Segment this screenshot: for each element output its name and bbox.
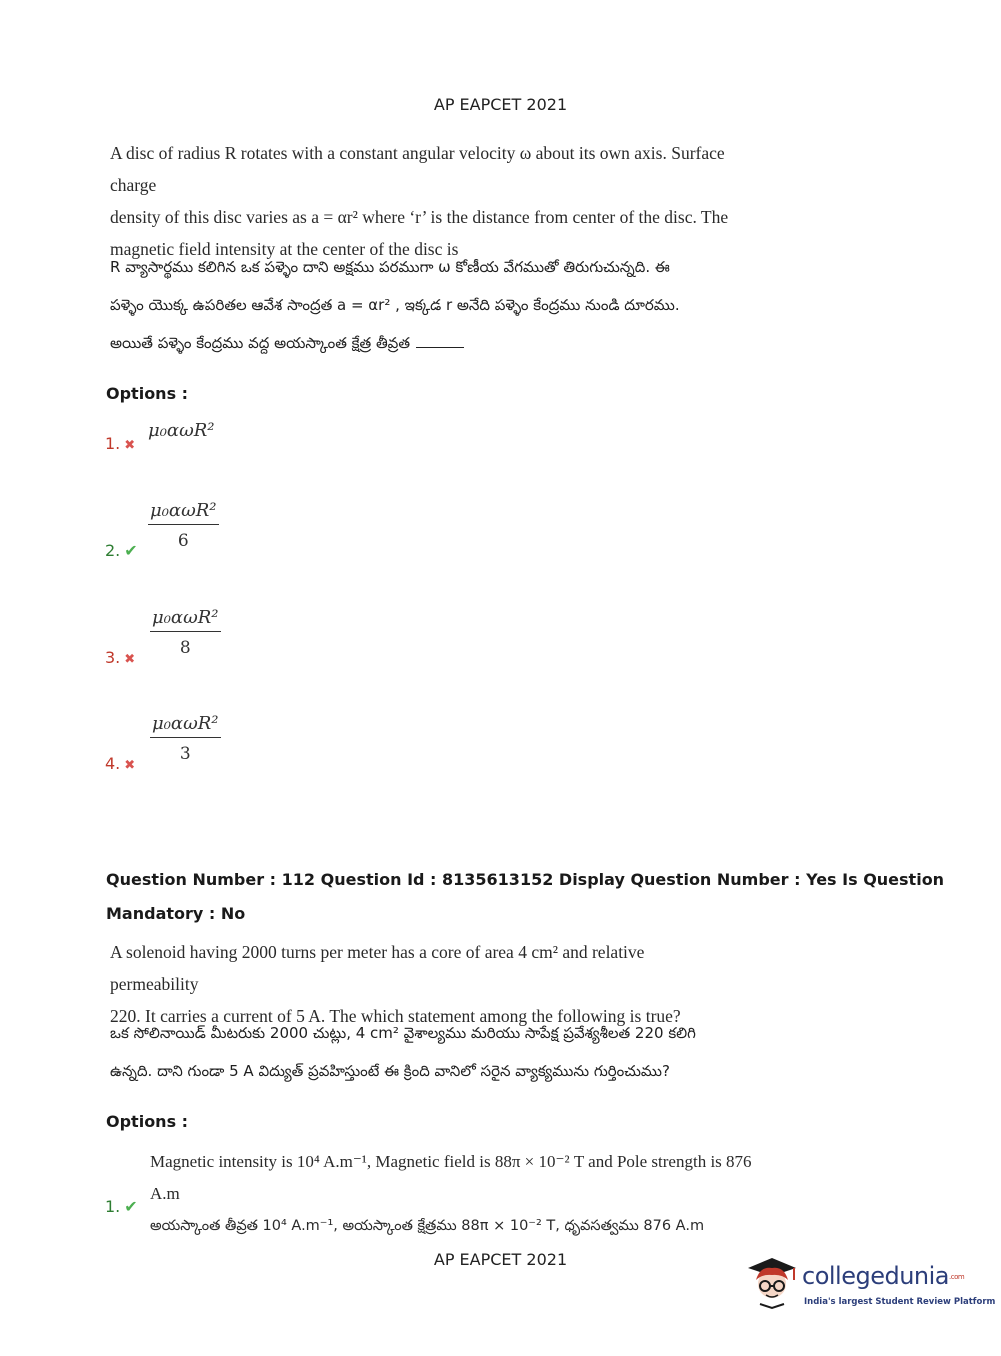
option-number: 1. [105,434,121,453]
option-number: 1. [105,1197,121,1216]
fraction-denominator: 3 [179,744,191,764]
fraction-numerator: μ₀αωR² [148,500,219,525]
page-header: AP EAPCET 2021 [433,95,568,114]
option-english: Magnetic intensity is 10⁴ A.m⁻¹, Magnetic field is 88π × 10⁻² T and Pole strength is 876 A.m [150,1152,752,1203]
option-telugu: అయస్కాంత తీవ్రత 10⁴ A.m⁻¹, అయస్కాంత క్షేత్రము 88π × 10⁻² T, ధృవసత్వము 876 A.m [150,1218,705,1234]
text-line: A disc of radius R rotates with a constant angular velocity ω about its own axis. Surface charge [110,143,725,195]
q111-english-text [110,137,750,265]
collegedunia-mascot-icon [742,1252,800,1310]
text-line: 220. It carries a current of 5 A. The which statement among the following is true? [110,1006,681,1026]
text-line: ఒక సోలినాయిడ్ మీటరుకు 2000 చుట్లు, 4 cm² వైశాల్యము మరియు సాపేక్ష ప్రవేశ్యశీలత 220 కలిగి [110,1024,696,1042]
text-line: A solenoid having 2000 turns per meter has a core of area 4 cm² and relative permeability [110,942,645,994]
text-line: density of this disc varies as a = αr² where ‘r’ is the distance from center of the disc. The [110,207,729,227]
brand-suffix: .com [949,1273,965,1281]
option-3-fraction [150,607,221,658]
option-4-number [105,754,135,774]
text-line-content: అయితే పళ్ళెం కేంద్రము వద్ద అయస్కాంత క్షేత్ర తీవ్రత [110,334,411,352]
brand-tagline: India's largest Student Review Platform [804,1297,996,1307]
options-label: Options : [106,384,189,403]
q112-option-1-number [105,1197,138,1217]
q111-telugu-text [110,248,750,362]
q112-meta-line-2: Mandatory : No [106,904,246,923]
q112-option-1-text [150,1146,760,1242]
fraction-numerator: μ₀αωR² [150,607,221,632]
text-line: పళ్ళెం యొక్క ఉపరితల ఆవేశ సాంద్రత a = αr² , ఇక్కడ r అనేది పళ్ళెం కేంద్రము నుండి దూరము. [110,296,680,314]
brand-name [802,1262,964,1290]
option-3-number [105,648,135,668]
option-2-fraction [148,500,219,551]
fraction-denominator: 6 [177,531,189,551]
wrong-icon: ✖ [124,651,136,666]
option-2-number [105,541,138,561]
text-line: magnetic field intensity at the center of the disc is [110,239,459,259]
wrong-icon: ✖ [124,437,136,452]
q112-telugu-text [110,1014,730,1090]
options-label: Options : [106,1112,189,1131]
brand-text: collegedunia [802,1262,950,1290]
option-1-expression: μ₀αωR² [148,420,215,441]
option-number: 2. [105,541,121,560]
text-line [110,324,750,362]
option-number: 3. [105,648,121,667]
fraction-denominator: 8 [179,638,191,658]
option-1-number [105,434,135,454]
q112-meta-line-1: Question Number : 112 Question Id : 8135613152 Display Question Number : Yes Is Question [106,870,945,889]
check-icon: ✔ [124,543,138,560]
fraction-numerator: μ₀αωR² [150,713,221,738]
answer-blank [416,347,464,348]
text-line: R వ్యాసార్థము కలిగిన ఒక పళ్ళెం దాని అక్షము పరముగా ω కోణీయ వేగముతో తిరుగుచున్నది. ఈ [110,258,670,276]
wrong-icon: ✖ [124,757,136,772]
check-icon: ✔ [124,1199,138,1216]
option-4-fraction [150,713,221,764]
page-footer: AP EAPCET 2021 [433,1250,568,1269]
option-number: 4. [105,754,121,773]
text-line: ఉన్నది. దాని గుండా 5 A విద్యుత్ ప్రవహిస్తుంటే ఈ క్రింది వానిలో సరైన వ్యాక్యమును గుర్తించుము? [110,1062,670,1080]
